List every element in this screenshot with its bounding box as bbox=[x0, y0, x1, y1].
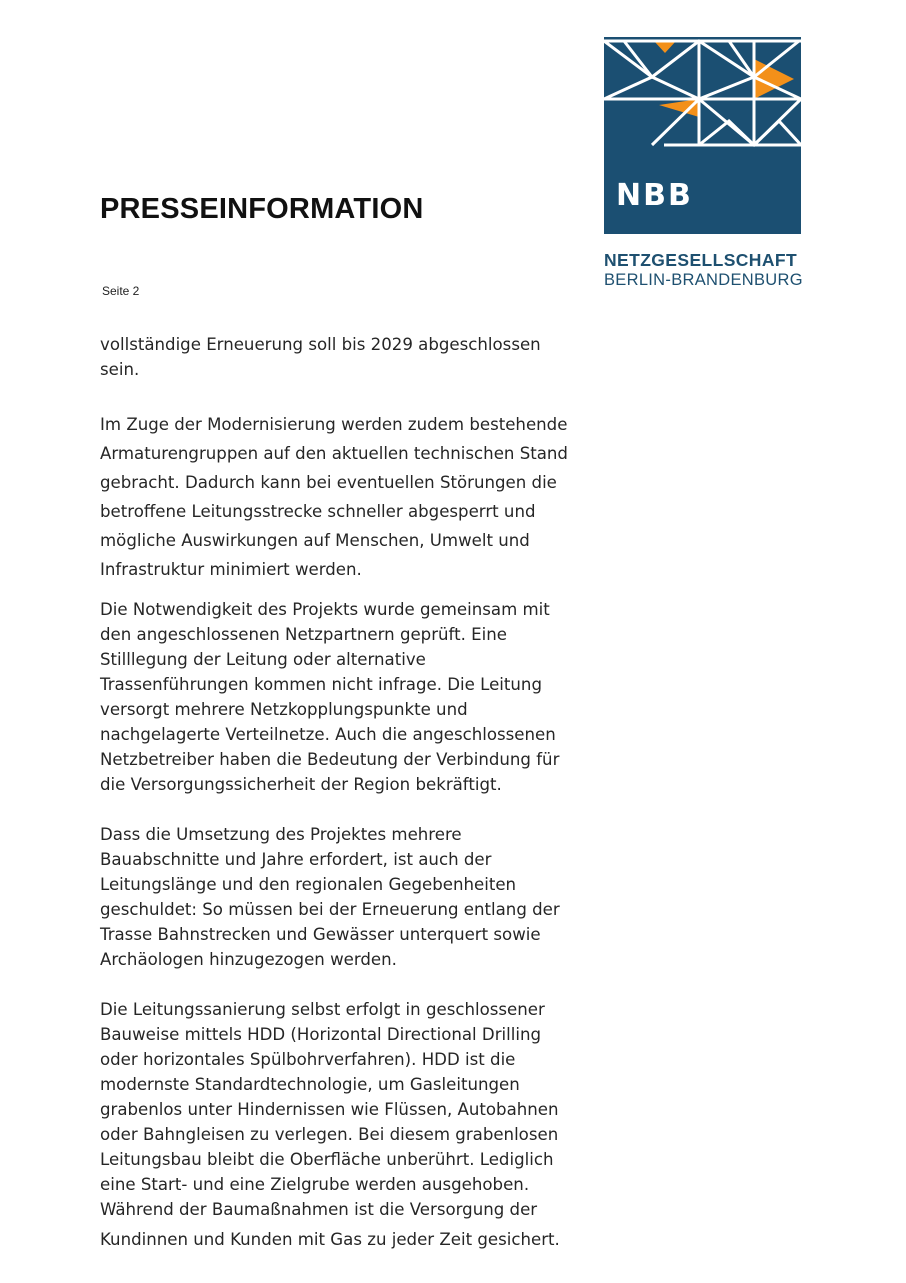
text-line: geschuldet: So müssen bei der Erneuerung entlang der bbox=[100, 900, 560, 919]
paragraph-2 bbox=[100, 410, 600, 584]
nbb-logo bbox=[604, 37, 801, 234]
text-line: mögliche Auswirkungen auf Menschen, Umwelt und bbox=[100, 531, 530, 550]
text-line: versorgt mehrere Netzkopplungspunkte und bbox=[100, 700, 468, 719]
text-line: grabenlos unter Hindernissen wie Flüssen, Autobahnen bbox=[100, 1100, 559, 1119]
paragraph-1 bbox=[100, 332, 600, 382]
text-line: Netzbetreiber haben die Bedeutung der Verbindung für bbox=[100, 750, 560, 769]
text-line: Im Zuge der Modernisierung werden zudem bestehende bbox=[100, 415, 568, 434]
text-line: Stilllegung der Leitung oder alternative bbox=[100, 650, 426, 669]
text-line: Leitungslänge und den regionalen Gegebenheiten bbox=[100, 875, 517, 894]
text-line: Bauabschnitte und Jahre erfordert, ist auch der bbox=[100, 850, 492, 869]
text-line: Die Leitungssanierung selbst erfolgt in geschlossener bbox=[100, 1000, 545, 1019]
text-line: Bauweise mittels HDD (Horizontal Directional Drilling bbox=[100, 1025, 542, 1044]
text-line: Dass die Umsetzung des Projektes mehrere bbox=[100, 825, 462, 844]
logo-text: NBB bbox=[616, 178, 693, 213]
paragraph-4 bbox=[100, 822, 600, 972]
text-line: gebracht. Dadurch kann bei eventuellen Störungen die bbox=[100, 473, 557, 492]
text-line: Leitungsbau bleibt die Oberfläche unberührt. Lediglich bbox=[100, 1150, 554, 1169]
text-line: oder Bahngleisen zu verlegen. Bei diesem grabenlosen bbox=[100, 1125, 559, 1144]
paragraph-3 bbox=[100, 597, 600, 797]
company-name-line1: NETZGESELLSCHAFT bbox=[604, 250, 798, 270]
page-title: PRESSEINFORMATION bbox=[100, 193, 424, 225]
paragraph-5 bbox=[100, 997, 600, 1252]
text-line: Trassenführungen kommen nicht infrage. Die Leitung bbox=[100, 675, 542, 694]
text-line: Die Notwendigkeit des Projekts wurde gemeinsam mit bbox=[100, 600, 550, 619]
text-line: vollständige Erneuerung soll bis 2029 abgeschlossen bbox=[100, 335, 541, 354]
company-name-line2: BERLIN-BRANDENBURG bbox=[604, 271, 803, 289]
text-line: betroffene Leitungsstrecke schneller abgesperrt und bbox=[100, 502, 536, 521]
text-line: Armaturengruppen auf den aktuellen technischen Stand bbox=[100, 444, 568, 463]
text-line: Archäologen hinzugezogen werden. bbox=[100, 950, 397, 969]
text-line: eine Start- und eine Zielgrube werden ausgehoben. bbox=[100, 1175, 530, 1194]
text-line: Kundinnen und Kunden mit Gas zu jeder Zeit gesichert. bbox=[100, 1230, 560, 1249]
text-line: Trasse Bahnstrecken und Gewässer unterquert sowie bbox=[100, 925, 541, 944]
text-line: oder horizontales Spülbohrverfahren). HDD ist die bbox=[100, 1050, 516, 1069]
text-line: den angeschlossenen Netzpartnern geprüft. Eine bbox=[100, 625, 507, 644]
text-line: nachgelagerte Verteilnetze. Auch die angeschlossenen bbox=[100, 725, 556, 744]
text-line: die Versorgungssicherheit der Region bekräftigt. bbox=[100, 775, 502, 794]
page-number: Seite 2 bbox=[102, 284, 140, 298]
text-line: Während der Baumaßnahmen ist die Versorgung der bbox=[100, 1200, 538, 1219]
company-name bbox=[604, 250, 804, 290]
text-line: sein. bbox=[100, 360, 140, 379]
text-line: modernste Standardtechnologie, um Gasleitungen bbox=[100, 1075, 520, 1094]
text-line: Infrastruktur minimiert werden. bbox=[100, 560, 362, 579]
